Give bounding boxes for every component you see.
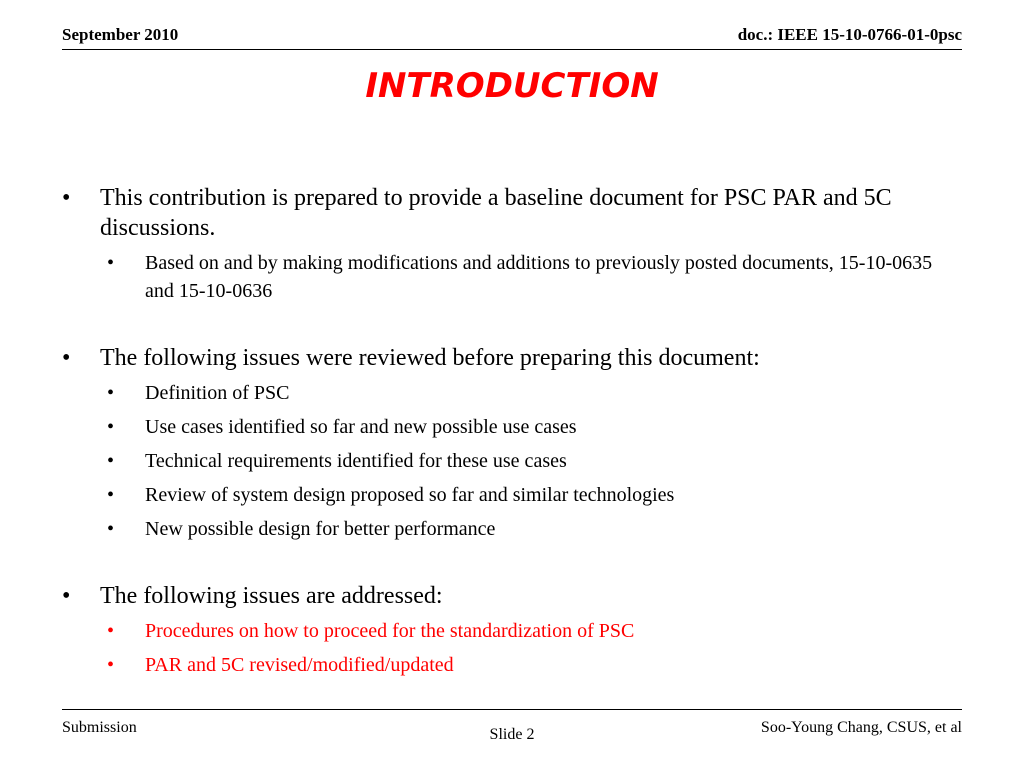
bullet-icon: • — [107, 416, 115, 438]
bullet-level2 — [62, 481, 962, 509]
bullet-text: Review of system design proposed so far and similar technologies — [145, 484, 675, 506]
bullet-level1 — [62, 183, 962, 243]
bullet-icon: • — [107, 382, 115, 404]
slide-title: INTRODUCTION — [365, 66, 659, 106]
bullet-text: Based on and by making modifications and additions to previously posted documents, 15-10-0635 and 15-10-0636 — [145, 252, 933, 302]
footer-divider — [62, 709, 962, 710]
bullet-text: Technical requirements identified for these use cases — [145, 450, 567, 472]
footer-submission: Submission — [62, 719, 137, 736]
footer-author: Soo-Young Chang, CSUS, et al — [760, 719, 962, 736]
bullet-level2 — [62, 447, 962, 475]
bullet-level2 — [62, 413, 962, 441]
header-date: September 2010 — [62, 25, 179, 44]
bullet-level2 — [62, 379, 962, 407]
bullet-text: PAR and 5C revised/modified/updated — [145, 654, 454, 676]
bullet-level2-highlight — [62, 651, 962, 679]
bullet-icon: • — [62, 345, 71, 371]
bullet-level2-highlight — [62, 617, 962, 645]
header-doc-id: doc.: IEEE 15-10-0766-01-0psc — [737, 25, 962, 44]
bullet-level2 — [62, 515, 962, 543]
header-divider — [62, 49, 962, 50]
footer-slide-number: Slide 2 — [489, 726, 535, 743]
bullet-text: Use cases identified so far and new possible use cases — [145, 416, 577, 438]
bullet-text: New possible design for better performance — [145, 518, 496, 540]
bullet-icon: • — [107, 620, 115, 642]
bullet-icon: • — [107, 252, 115, 274]
slide-body — [62, 183, 962, 679]
bullet-text: This contribution is prepared to provide a baseline document for PSC PAR and 5C discussions. — [100, 185, 892, 241]
bullet-level1 — [62, 343, 962, 373]
bullet-level1 — [62, 581, 962, 611]
bullet-text: Definition of PSC — [145, 382, 290, 404]
bullet-icon: • — [107, 450, 115, 472]
bullet-icon: • — [107, 484, 115, 506]
bullet-level2 — [62, 249, 962, 305]
bullet-text: The following issues were reviewed before preparing this document: — [100, 345, 760, 371]
bullet-icon: • — [62, 583, 71, 609]
bullet-icon: • — [107, 654, 115, 676]
bullet-icon: • — [107, 518, 115, 540]
bullet-text: The following issues are addressed: — [100, 583, 443, 609]
bullet-text: Procedures on how to proceed for the standardization of PSC — [145, 620, 635, 642]
bullet-icon: • — [62, 185, 71, 211]
